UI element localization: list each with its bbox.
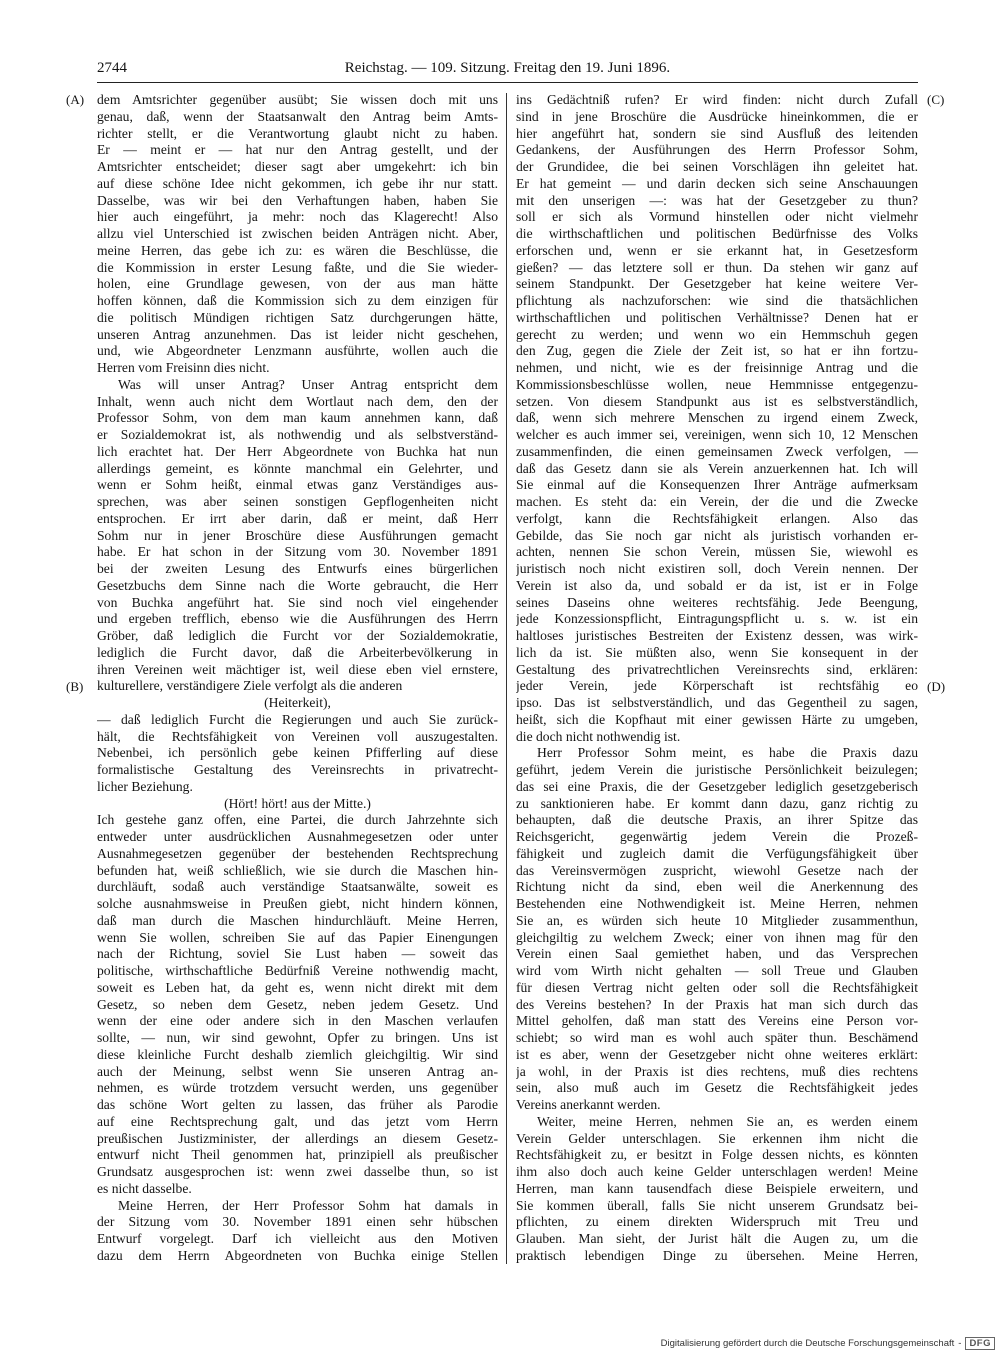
text-line: Sohm nur in jener Broschüre diese Ausführungen gemacht xyxy=(97,527,498,543)
text-line: Gesetz, so neben dem Gesetz, neben jedem Gesetz. Und xyxy=(97,996,498,1012)
text-line: wenn der eine oder andere sich in den Maschen verlaufen xyxy=(97,1013,498,1029)
interjection: (Heiterkeit), xyxy=(264,695,331,710)
text-line: für diesen Vertrag nicht gelten oder soll die Rechtsfähigkeit xyxy=(516,979,918,995)
text-line: Sie kommen überall, falls Sie nicht unserem Grundsatz bei- xyxy=(516,1197,918,1213)
text-line: daß man durch die Maschen hindurchläuft. Meine Herren, xyxy=(97,912,498,928)
text-line: Er hat gemeint — und darin decken sich seine Anschauungen xyxy=(516,175,918,191)
text-line: ja wohl, in der Praxis ist dies rechtens, muß dies rechtens xyxy=(516,1063,918,1079)
text-line: dem Amtsrichter gegenüber ausübt; Sie wissen doch mit uns xyxy=(97,92,498,107)
page-footer xyxy=(661,1336,995,1350)
text-line: Gebilde, das Sie noch gar nicht als juristisch vorhanden er- xyxy=(516,527,918,543)
text-line: kulturellere, verständigere Ziele verfolgt als die anderen xyxy=(97,678,403,694)
text-line: nach der Richtung, soviel Sie Lust haben — soweit das xyxy=(97,946,498,962)
text-line: entweder unter ausdrücklichen Ausnahmegesetzen oder unter xyxy=(97,829,498,844)
text-line: sollte, — nun, wir sind gewohnt, Opfer zu bringen. Uns ist xyxy=(97,1030,498,1045)
text-line: hält, die Rechtsfähigkeit von Vereinen voll auszugestalten. xyxy=(97,728,498,744)
text-line: er Sozialdemokrat ist, als nothwendig und als selbstverständ- xyxy=(97,427,498,442)
text-line: auf diese schöne Idee nicht gekommen, ich gebe ihr nur statt. xyxy=(97,175,498,191)
text-line: das sei eine Praxis, die der Gesetzgeber lediglich gesetzgeberisch xyxy=(516,778,918,794)
text-line: durchläuft, sodaß auch verständige Staatsanwälte, soweit es xyxy=(97,879,498,895)
text-line: zusammenfinden, die einen gemeinsamen Zweck verfolgen, — xyxy=(516,443,918,459)
paragraph xyxy=(97,377,498,695)
text-line: auf eine Rechtsprechung galt, und das jetzt vom Herrn xyxy=(97,1113,498,1129)
dfg-logo: DFG xyxy=(965,1337,995,1350)
text-line: Verein ist also da, und sobald er da ist, ist er in Folge xyxy=(516,577,918,593)
text-line: nehmen, und nicht, wie es der freisinnige Antrag und die xyxy=(516,360,918,375)
text-line: Bestehenden eine Nothwendigkeit ist. Meine Herren, nehmen xyxy=(516,896,918,911)
paragraph xyxy=(97,712,498,796)
text-line: heißt, sich die Kopfhaut mit einer gewissen Härte zu umgeben, xyxy=(516,711,918,727)
text-line: nehmen, es würde trotzdem versucht werden, uns gegenüber xyxy=(97,1080,498,1096)
margin-marker-d: (D) xyxy=(927,679,946,694)
text-line: Entwurf vorgelegt. Darf ich vielleicht aus den Motiven xyxy=(97,1231,498,1246)
text-line: soll er sich als Vormund hinstellen oder nicht vielmehr xyxy=(516,209,918,225)
text-line: seinem Standpunkt. Der Gesetzgeber hat keine weitere Ver- xyxy=(516,276,918,292)
text-line: genau, daß, wenn der Staatsanwalt den Antrag beim Amts- xyxy=(97,108,498,124)
text-line: Was will unser Antrag? Unser Antrag entspricht dem xyxy=(118,376,498,392)
text-line: preußischen Justizminister, der allerdings an diesem Gesetz- xyxy=(97,1130,498,1146)
text-line: Dasselbe, was wir bei den Verhaftungen haben, haben Sie xyxy=(97,192,498,208)
text-line: allzu viel Unterschied ist zwischen beiden Anträgen nicht. Aber, xyxy=(97,226,498,241)
text-line: ins Gedächtniß rufen? Er wird finden: nicht durch Zufall xyxy=(516,92,918,107)
text-line: bei der zweiten Lesung des Entwurfs eines bürgerlichen xyxy=(97,561,498,576)
text-line: und, wie Abgeordneter Lenzmann ausführte, wollen auch die xyxy=(97,343,498,359)
text-line: Mittel geholfen, daß man statt des Vereins eine Person vor- xyxy=(516,1013,918,1029)
paragraph xyxy=(516,745,918,1114)
text-line: hoffen können, daß die Kommission sich zu dem einzigen für xyxy=(97,293,498,308)
text-line: pflichtung als nachzuforschen: wie sind die thatsächlichen xyxy=(516,293,918,308)
text-line: diese kleinliche Furcht deshalb ziemlich gleichgiltig. Wir sind xyxy=(97,1046,498,1062)
text-line: die politisch Mündigen richtigen Satz durchgerungen hätte, xyxy=(97,309,498,325)
text-line: solche ausnahmsweise in Preußen giebt, nicht hindern können, xyxy=(97,896,498,911)
text-line: Herren, man kann tausendfach diese Beispiele erweitern, und xyxy=(516,1180,918,1196)
margin-marker-b: (B) xyxy=(66,679,84,694)
margin-marker-c: (C) xyxy=(927,92,945,107)
text-line: Amtsrichter entscheidet; dieser sagt aber umgekehrt: ich bin xyxy=(97,159,498,174)
text-line: den Zug, gegen die Ziele der Zeit ist, so hat er ihn fortzu- xyxy=(516,343,918,359)
text-line: sind in jene Broschüre die Ausdrücke hineinkommen, die er xyxy=(516,108,918,124)
text-line: juristisch noch nicht existiren soll, doch Verein nennen. Der xyxy=(516,561,918,576)
text-line: hier angeführt hat, sondern sie sind Ausfluß des leitenden xyxy=(516,125,918,141)
footer-separator: - xyxy=(958,1337,962,1349)
text-line: haltloses juristisches Bestreiten der Existenz dessen, was wirk- xyxy=(516,628,918,643)
text-line: Reichsgericht, gegenwärtig jedem Verein die Prozeß- xyxy=(516,829,918,844)
text-line: ipso. Das ist selbstverständlich, und das Gegentheil zu sagen, xyxy=(516,695,918,710)
text-line: pflichten, zu einem direkten Widerspruch mit Treu und xyxy=(516,1214,918,1230)
text-line: Sie an, es würden sich heute 10 Mitglieder zusammenthun, xyxy=(516,912,918,928)
text-line: sein, also muß auch im Gesetz die Rechtsfähigkeit jedes xyxy=(516,1080,918,1096)
page-number: 2744 xyxy=(97,60,127,76)
text-line: daß, wenn sich mehrere Menschen zu irgend einem Zweck, xyxy=(516,410,918,426)
text-line: es nicht dasselbe. xyxy=(97,1180,192,1196)
text-line: Vereins anerkannt werden. xyxy=(516,1097,661,1112)
text-line: entsprochen. Er irrt aber darin, daß er meint, daß Herr xyxy=(97,510,498,526)
text-line: hier auch eingeführt, ja mehr: noch das Klagerecht! Also xyxy=(97,209,498,225)
text-line: der Sitzung vom 30. November 1891 einen sehr hübschen xyxy=(97,1214,498,1230)
text-line: holen, eine Grundlage gewesen, von der aus man hätte xyxy=(97,276,498,292)
text-line: lediglich die Furcht davor, daß die Arbeiterbevölkerung in xyxy=(97,644,498,660)
text-line: Grundsatz ausgesprochen ist: wenn zwei dasselbe thun, so ist xyxy=(97,1164,498,1179)
text-line: die doch nicht nothwendig ist. xyxy=(516,728,681,744)
text-line: dazu dem Herrn Abgeordneten von Buchka einige Stellen xyxy=(97,1247,498,1263)
text-line: Weiter, meine Herren, nehmen Sie an, es werden einem xyxy=(537,1113,918,1129)
text-line: behaupten, daß die deutsche Praxis, an ihrer Spitze das xyxy=(516,812,918,828)
text-line: Kommissionsbeschlüsse wollen, neue Hemmnisse entgegenzu- xyxy=(516,376,918,392)
text-line: machen. Es steht da: ein Verein, der die und die Zwecke xyxy=(516,494,918,509)
text-line: befunden hat, weiß schließlich, wie sie durch die Maschen hin- xyxy=(97,862,498,878)
text-line: richter stellt, er die Verantwortung glaubt nicht zu haben. xyxy=(97,125,498,141)
text-line: formalistische Gestaltung des Vereinsrechts in privatrecht- xyxy=(97,762,498,777)
text-line: Gestaltung des privatrechtlichen Vereinsrechts sind, erklären: xyxy=(516,661,918,677)
text-line: soweit es Leben hat, da geht es, wenn nicht direkt mit dem xyxy=(97,979,498,995)
text-line: entwurf nicht Theil genommen hat, prinzipiell als preußischer xyxy=(97,1147,498,1163)
column-right xyxy=(516,92,918,1265)
text-line: Gröber, daß lediglich die Furcht vor der Sozialdemokratie, xyxy=(97,628,498,643)
text-line: wenn er Sohm heißt, einmal etwas ganz Verständiges aus- xyxy=(97,477,498,493)
text-line: achten, nennen Sie schon Verein, müssen Sie, wiewohl es xyxy=(516,544,918,560)
text-line: praktisch lebendigen Dinge zu übersehen. Meine Herren, xyxy=(516,1247,918,1263)
paragraph xyxy=(97,1198,498,1265)
text-line: jede Konzessionspflicht, Eintragungspflicht u. s. w. ist ein xyxy=(516,611,918,627)
text-line: erforschen und, wenn er sie erkannt hat, in Gesetzesform xyxy=(516,242,918,258)
text-line: Meine Herren, der Herr Professor Sohm hat damals in xyxy=(118,1197,498,1213)
running-title: Reichstag. — 109. Sitzung. Freitag den 19. Juni 1896. xyxy=(344,60,671,76)
text-line: allerdings gemeint, es könnte manchmal ein Gelehrter, und xyxy=(97,460,498,476)
text-line: daß das Gesetz dann sie als Verein anzuerkennen hat. Ich will xyxy=(516,460,918,476)
text-line: und ergeben trefflich, ebenso wie die Ausführungen des Herrn xyxy=(97,611,498,627)
text-line: sprechen, was aber seinen sonstigen Gepflogenheiten nicht xyxy=(97,494,498,509)
paragraph xyxy=(516,92,918,745)
text-line: Professor Sohm, von dem man kaum annehmen kann, daß xyxy=(97,410,498,426)
text-line: Sie einmal auf die Konsequenzen Ihrer Anträge aufmerksam xyxy=(516,477,918,493)
header-rule xyxy=(97,82,918,83)
text-line: das Vereinsvermögen zuspricht, wiewohl Gesetze nach der xyxy=(516,862,918,878)
paragraph xyxy=(97,812,498,1197)
column-divider xyxy=(506,93,507,1264)
text-line: Er — meint er — hat nur den Antrag gestellt, und der xyxy=(97,142,498,158)
text-line: gießen? — das letztere soll er thun. Da stehen wir ganz auf xyxy=(516,259,918,275)
text-line: Gedankens, der Ausführungen des Herrn Professor Sohm, xyxy=(516,142,918,158)
text-line: die Kommission in erster Lesung faßte, und die Sie wieder- xyxy=(97,259,498,275)
text-line: Rechtsfähigkeit zu, er besitzt in Folge dessen nichts, es könnten xyxy=(516,1147,918,1163)
text-line: seines Daseins ohne weiteres rechtsfähig. Jede Beengung, xyxy=(516,594,918,610)
text-line: Ich gestehe ganz offen, eine Partei, die durch Jahrzehnte sich xyxy=(97,812,498,828)
text-line: Herren vom Freisinn dies nicht. xyxy=(97,360,270,375)
text-line: jeder Verein, jede Körperschaft ist rechtsfähig eo xyxy=(516,678,918,694)
text-line: Glauben. Man sieht, der Jurist hält die Augen zu, um die xyxy=(516,1231,918,1246)
text-line: — daß lediglich Furcht die Regierungen und auch Sie zurück- xyxy=(97,711,498,727)
text-line: die wirthschaftlichen und politischen Bedürfnisse des Volks xyxy=(516,226,918,241)
text-line: von Buchka angeführt hat. Sie sind noch viel eingehender xyxy=(97,594,498,610)
text-line: habe. Er hat schon in der Sitzung vom 30. November 1891 xyxy=(97,544,498,560)
digitization-credit: Digitalisierung gefördert durch die Deutsche Forschungsgemeinschaft xyxy=(660,1337,955,1349)
text-line: wird vom Wirth nicht gehalten — soll Treue und Glauben xyxy=(516,963,918,978)
text-line: des Vereins bestehen? In der Praxis hat man sich durch das xyxy=(516,996,918,1012)
text-line: Nebenbei, ich persönlich gebe keinen Pfifferling auf diese xyxy=(97,745,498,761)
text-line: geführt, jedem Verein die juristische Persönlichkeit beizulegen; xyxy=(516,762,918,777)
text-line: das schöne Wort gelten zu lassen, das früher als Parodie xyxy=(97,1097,498,1112)
text-line: fähigkeit und zugleich damit die Verfügungsfähigkeit über xyxy=(516,845,918,861)
text-line: gerecht zu werden; und wenn wo ein Hemmschuh gegen xyxy=(516,326,918,342)
text-line: Richtung nicht da sind, eben weil die Anerkennung des xyxy=(516,879,918,895)
text-line: Verein Gelder unterschlagen. Sie erkennen ihm nicht die xyxy=(516,1130,918,1146)
text-line: Verein einen Saal gemiethet haben, und das Versprechen xyxy=(516,946,918,962)
text-line: gleichgiltig zu welchem Zweck; einer von ihnen mag für den xyxy=(516,929,918,945)
column-left xyxy=(97,92,498,1265)
text-line: der Grundidee, die bei seinen Vorschlägen ihn geleitet hat. xyxy=(516,159,918,174)
paragraph xyxy=(97,92,498,377)
text-line: meine Herren, das gebe ich zu: es wären die Beschlüsse, die xyxy=(97,242,498,258)
text-line: auch der Meinung, selbst wenn Sie unseren Antrag an- xyxy=(97,1063,498,1079)
interjection: (Hört! hört! aus der Mitte.) xyxy=(224,795,371,811)
text-line: setzen. Von diesem Standpunkt aus ist es selbstverständlich, xyxy=(516,393,918,409)
margin-marker-a: (A) xyxy=(66,92,85,107)
text-line: welcher es auch immer sei, vereinigen, wenn sich 10, 12 Menschen xyxy=(516,427,918,442)
text-line: verfolgt, kann die Rechtsfähigkeit erlangen. Also das xyxy=(516,510,918,526)
text-line: Ausnahmegesetzen gegenüber der bestehenden Rechtsprechung xyxy=(97,845,498,861)
text-line: licher Beziehung. xyxy=(97,778,193,794)
text-line: ihren Vereinen weit mächtiger ist, weil diese eben viel ernstere, xyxy=(97,661,498,677)
text-line: wirthschaftlichen und politischen Verhältnisse? Denen hat er xyxy=(516,309,918,325)
text-line: ist es aber, wenn der Gesetzgeber nicht ohne weiteres erklärt: xyxy=(516,1046,918,1062)
paragraph xyxy=(516,1114,918,1265)
text-line: mit den unserigen —: was hat der Gesetzgeber zu thun? xyxy=(516,192,918,208)
text-line: lich da ist. Sie müßten also, wenn Sie konsequent in der xyxy=(516,644,918,660)
text-line: unseren Antrag anzunehmen. Das ist leider nicht geschehen, xyxy=(97,326,498,342)
text-line: ihm also doch auch keine Gelder unterschlagen werden! Meine xyxy=(516,1164,918,1179)
text-line: zu sanktionieren habe. Er kommt dann dazu, ganz richtig zu xyxy=(516,795,918,811)
text-line: schiebt; so wird man es wohl auch später thun. Beschämend xyxy=(516,1030,918,1045)
text-line: Inhalt, wenn auch nicht dem Wortlaut nach dem, den der xyxy=(97,393,498,409)
text-line: wenn Sie wollen, schreiben Sie auf das Papier Einengungen xyxy=(97,929,498,945)
text-line: politische, wirthschaftliche Bedürfniß Vereine nothwendig macht, xyxy=(97,963,498,978)
text-line: Herr Professor Sohm meint, es habe die Praxis dazu xyxy=(537,745,918,761)
text-line: lich erachtet hat. Der Herr Abgeordnete von Buchka hat nun xyxy=(97,443,498,459)
text-line: Gesetzbuchs dem Sinne nach die Worte gebraucht, die Herr xyxy=(97,577,498,593)
